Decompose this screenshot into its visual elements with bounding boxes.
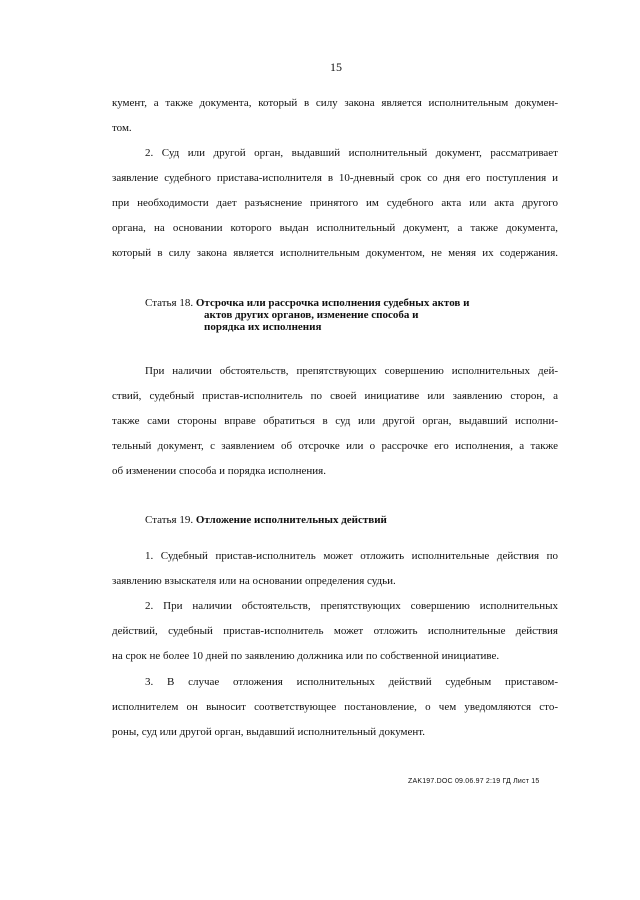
article-18-heading [145,297,469,309]
article-title-line: порядка их исполнения [204,321,322,333]
paragraph-line: на срок не более 10 дней по заявлению должника или по собственной инициативе. [112,650,500,662]
article-title: Отсрочка или рассрочка исполнения судебных актов и [195,297,470,309]
article-title: Отложение исполнительных действий [195,514,387,526]
paragraph-line: действий, судебный пристав-исполнитель может отложить исполнительные действия [112,625,558,637]
paragraph-line: заявлению взыскателя или на основании определения судьи. [112,575,396,587]
paragraph-line: 1. Судебный пристав-исполнитель может отложить исполнительные действия по [145,550,558,562]
paragraph-line: заявление судебного пристава-исполнителя в 10-дневный срок со дня его поступления и [112,172,558,184]
paragraph-line: об изменении способа и порядка исполнения. [112,465,326,477]
paragraph-line: органа, на основании которого выдан исполнительный документ, а также документа, [112,222,558,234]
paragraph-line: том. [112,122,132,134]
paragraph-line: При наличии обстоятельств, препятствующих совершению исполнительных дей- [145,365,558,377]
article-label: Статья 18. [145,297,194,309]
paragraph-line: ствий, судебный пристав-исполнитель по своей инициативе или заявлению сторон, а [112,390,558,402]
article-19-heading [145,514,387,526]
article-title-line: актов других органов, изменение способа и [204,309,419,321]
paragraph-line: который в силу закона является исполнительным документом, не меняя их содержания. [112,247,558,259]
article-label: Статья 19. [145,514,194,526]
paragraph-line: роны, суд или другой орган, выдавший исполнительный документ. [112,726,426,738]
paragraph-line: исполнителем он выносит соответствующее постановление, о чем уведомляются сто- [112,701,558,713]
paragraph-line: также сами стороны вправе обратиться в суд или другой орган, выдавший исполни- [112,415,558,427]
paragraph-line: тельный документ, с заявлением об отсрочке или о рассрочке его исполнения, а также [112,440,558,452]
page-footer: ZAK197.DOC 09.06.97 2:19 ГД Лист 15 [408,778,540,785]
paragraph-line: 2. При наличии обстоятельств, препятствующих совершению исполнительных [145,600,558,612]
paragraph-line: 2. Суд или другой орган, выдавший исполнительный документ, рассматривает [145,147,558,159]
paragraph-line: при необходимости дает разъяснение принятого им судебного акта или акта другого [112,197,558,209]
page-number: 15 [330,60,342,74]
paragraph-line: 3. В случае отложения исполнительных действий судебным приставом- [145,676,558,688]
paragraph-line: кумент, а также документа, который в силу закона является исполнительным докумен- [112,97,558,109]
